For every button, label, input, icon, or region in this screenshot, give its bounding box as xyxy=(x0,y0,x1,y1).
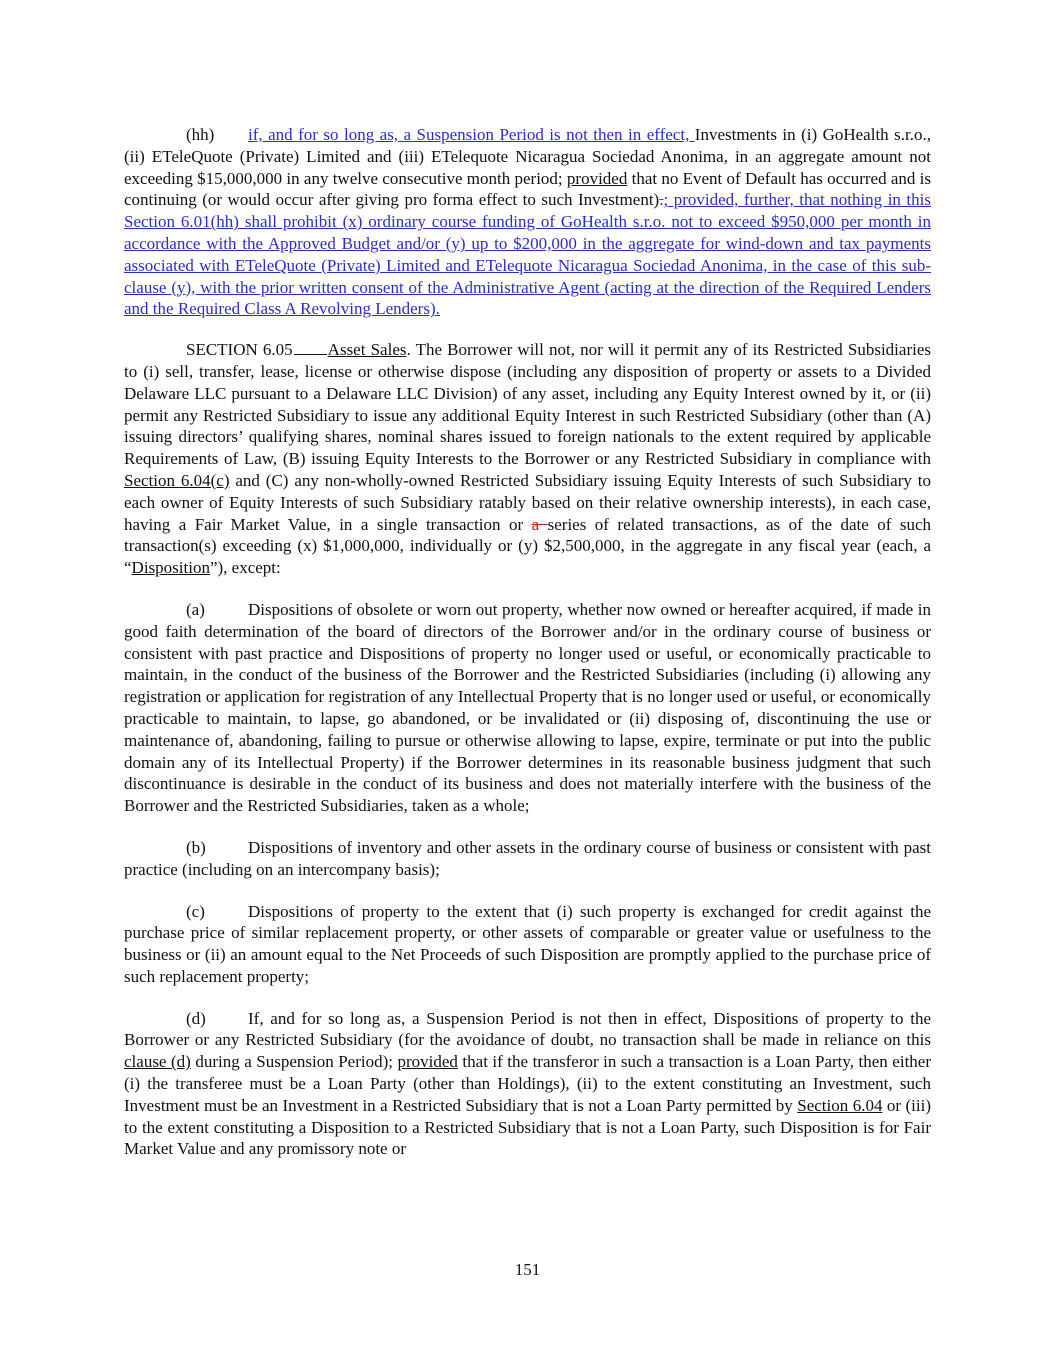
section-text: and (C) any non-wholly-owned Restricted Subsidiary issuing Equity Interests of such Subsidiary to each owner of Equity Interests of such Subsidiary ratably based on their relative ownership interests), in each case, having a Fair Market Value, in a single transaction or xyxy=(124,470,931,534)
deleted-text: a xyxy=(531,514,548,534)
clause-c xyxy=(124,901,931,988)
clause-d xyxy=(124,1008,931,1161)
clause-hh xyxy=(124,124,931,320)
deleted-text: . xyxy=(659,190,664,210)
clause-reference: clause (d) xyxy=(124,1052,191,1072)
page-number: 151 xyxy=(514,1260,541,1279)
document-page xyxy=(124,124,931,1180)
clause-text: during a Suspension Period); xyxy=(190,1052,398,1072)
inserted-text: ; provided, further, that nothing in this Section 6.01(hh) shall prohibit (x) ordinary course funding of GoHealth s.r.o. not to exceed $950,000 per month in accordance with the Approved Budget and/or (y) up to $200,000 in the aggregate for wind-down and tax payments associated with ETeleQuote (Private) Limited and ETelequote Nicaragua Sociedad Anonima, in the case of this sub-clause (y), with the prior written consent of the Administrative Agent (acting at the direction of the Required Lenders and the Required Class A Revolving Lenders). xyxy=(124,190,931,319)
clause-text: Dispositions of inventory and other assets in the ordinary course of business or consistent with past practice (including on an intercompany basis); xyxy=(124,837,931,879)
section-reference: Section 6.04 xyxy=(797,1095,883,1115)
clause-text: or (iii) to the extent constituting a Disposition to a Restricted Subsidiary that is not a Loan Party, such Disposition is for Fair Market Value and any promissory note or xyxy=(124,1095,931,1159)
clause-label: (a) xyxy=(186,599,205,619)
inserted-text: if, and for so long as, a Suspension Period is not then in effect, xyxy=(248,125,695,144)
section-6-05 xyxy=(124,339,931,579)
clause-text: Investments in (i) GoHealth s.r.o., (ii) ETeleQuote (Private) Limited and (iii) ETelequote Nicaragua Sociedad Anonima, in an aggregate amount not exceeding $15,000,000 in any twelve consecutive month period; xyxy=(124,125,931,188)
defined-term-provided: provided xyxy=(566,168,628,188)
clause-text: Dispositions of obsolete or worn out property, whether now owned or hereafter acquired, if made in good faith determination of the board of directors of the Borrower and/or in the ordinary course of business or consistent with past practice and Dispositions of property no longer used or useful, or economically practicable to maintain, in the conduct of the business of the Borrower and the Restricted Subsidiaries (including (i) allowing any registration or application for registration of any Intellectual Property that is no longer used or useful, or economically practicable to maintain, to lapse, go abandoned, or be invalidated or (ii) disposing of, discontinuing the use or maintenance of, abandoning, failing to pursue or otherwise allowing to lapse, expire, terminate or put into the public domain any of its Intellectual Property) if the Borrower determines in its reasonable business judgment that such discontinuance is desirable in the conduct of its business and does not materially interfere with the business of the Borrower and the Restricted Subsidiaries, taken as a whole; xyxy=(124,599,931,816)
section-number: SECTION 6.05 xyxy=(186,340,293,360)
clause-label: (hh) xyxy=(186,125,215,144)
section-heading-rule xyxy=(294,340,327,355)
section-heading: Asset Sales xyxy=(327,340,407,360)
section-reference: Section 6.04(c) xyxy=(124,470,230,490)
defined-term-disposition: Disposition xyxy=(131,558,210,578)
clause-text: that no Event of Default has occurred and is continuing (or would occur after giving pro forma effect to such Investment) xyxy=(124,168,931,210)
section-text: ”), except: xyxy=(209,558,281,578)
clause-label: (b) xyxy=(186,837,206,857)
defined-term-provided: provided xyxy=(397,1052,458,1072)
section-text: . The Borrower will not, nor will it permit any of its Restricted Subsidiaries to (i) sell, transfer, lease, license or otherwise dispose (including any disposition of property or assets to a Divided Delaware LLC pursuant to a Delaware LLC Division) of any asset, including any Equity Interest owned by it, or (ii) permit any Restricted Subsidiary to issue any additional Equity Interest in such Restricted Subsidiary (other than (A) issuing directors’ qualifying shares, nominal shares issued to foreign nationals to the extent required by applicable Requirements of Law, (B) issuing Equity Interests to the Borrower or any Restricted Subsidiary in compliance with xyxy=(124,340,931,469)
clause-label: (c) xyxy=(186,901,205,921)
clause-b xyxy=(124,837,931,881)
clause-label: (d) xyxy=(186,1008,206,1028)
clause-text: If, and for so long as, a Suspension Period is not then in effect, Dispositions of property to the Borrower or any Restricted Subsidiary (for the avoidance of doubt, no transaction shall be made in reliance on this xyxy=(124,1008,931,1050)
clause-text: Dispositions of property to the extent that (i) such property is exchanged for credit against the purchase price of similar replacement property, or other assets of comparable or greater value or usefulness to the business or (ii) an amount equal to the Net Proceeds of such Disposition are promptly applied to the purchase price of such replacement property; xyxy=(124,901,931,986)
clause-a xyxy=(124,599,931,817)
clause-text: that if the transferor in such a transaction is a Loan Party, then either (i) the transferee must be a Loan Party (other than Holdings), (ii) to the extent constituting an Investment, such Investment must be an Investment in a Restricted Subsidiary that is not a Loan Party permitted by xyxy=(124,1052,931,1115)
section-text: series of related transactions, as of the date of such transaction(s) exceeding (x) $1,000,000, individually or (y) $2,500,000, in the aggregate in any fiscal year (each, a “ xyxy=(124,514,932,578)
